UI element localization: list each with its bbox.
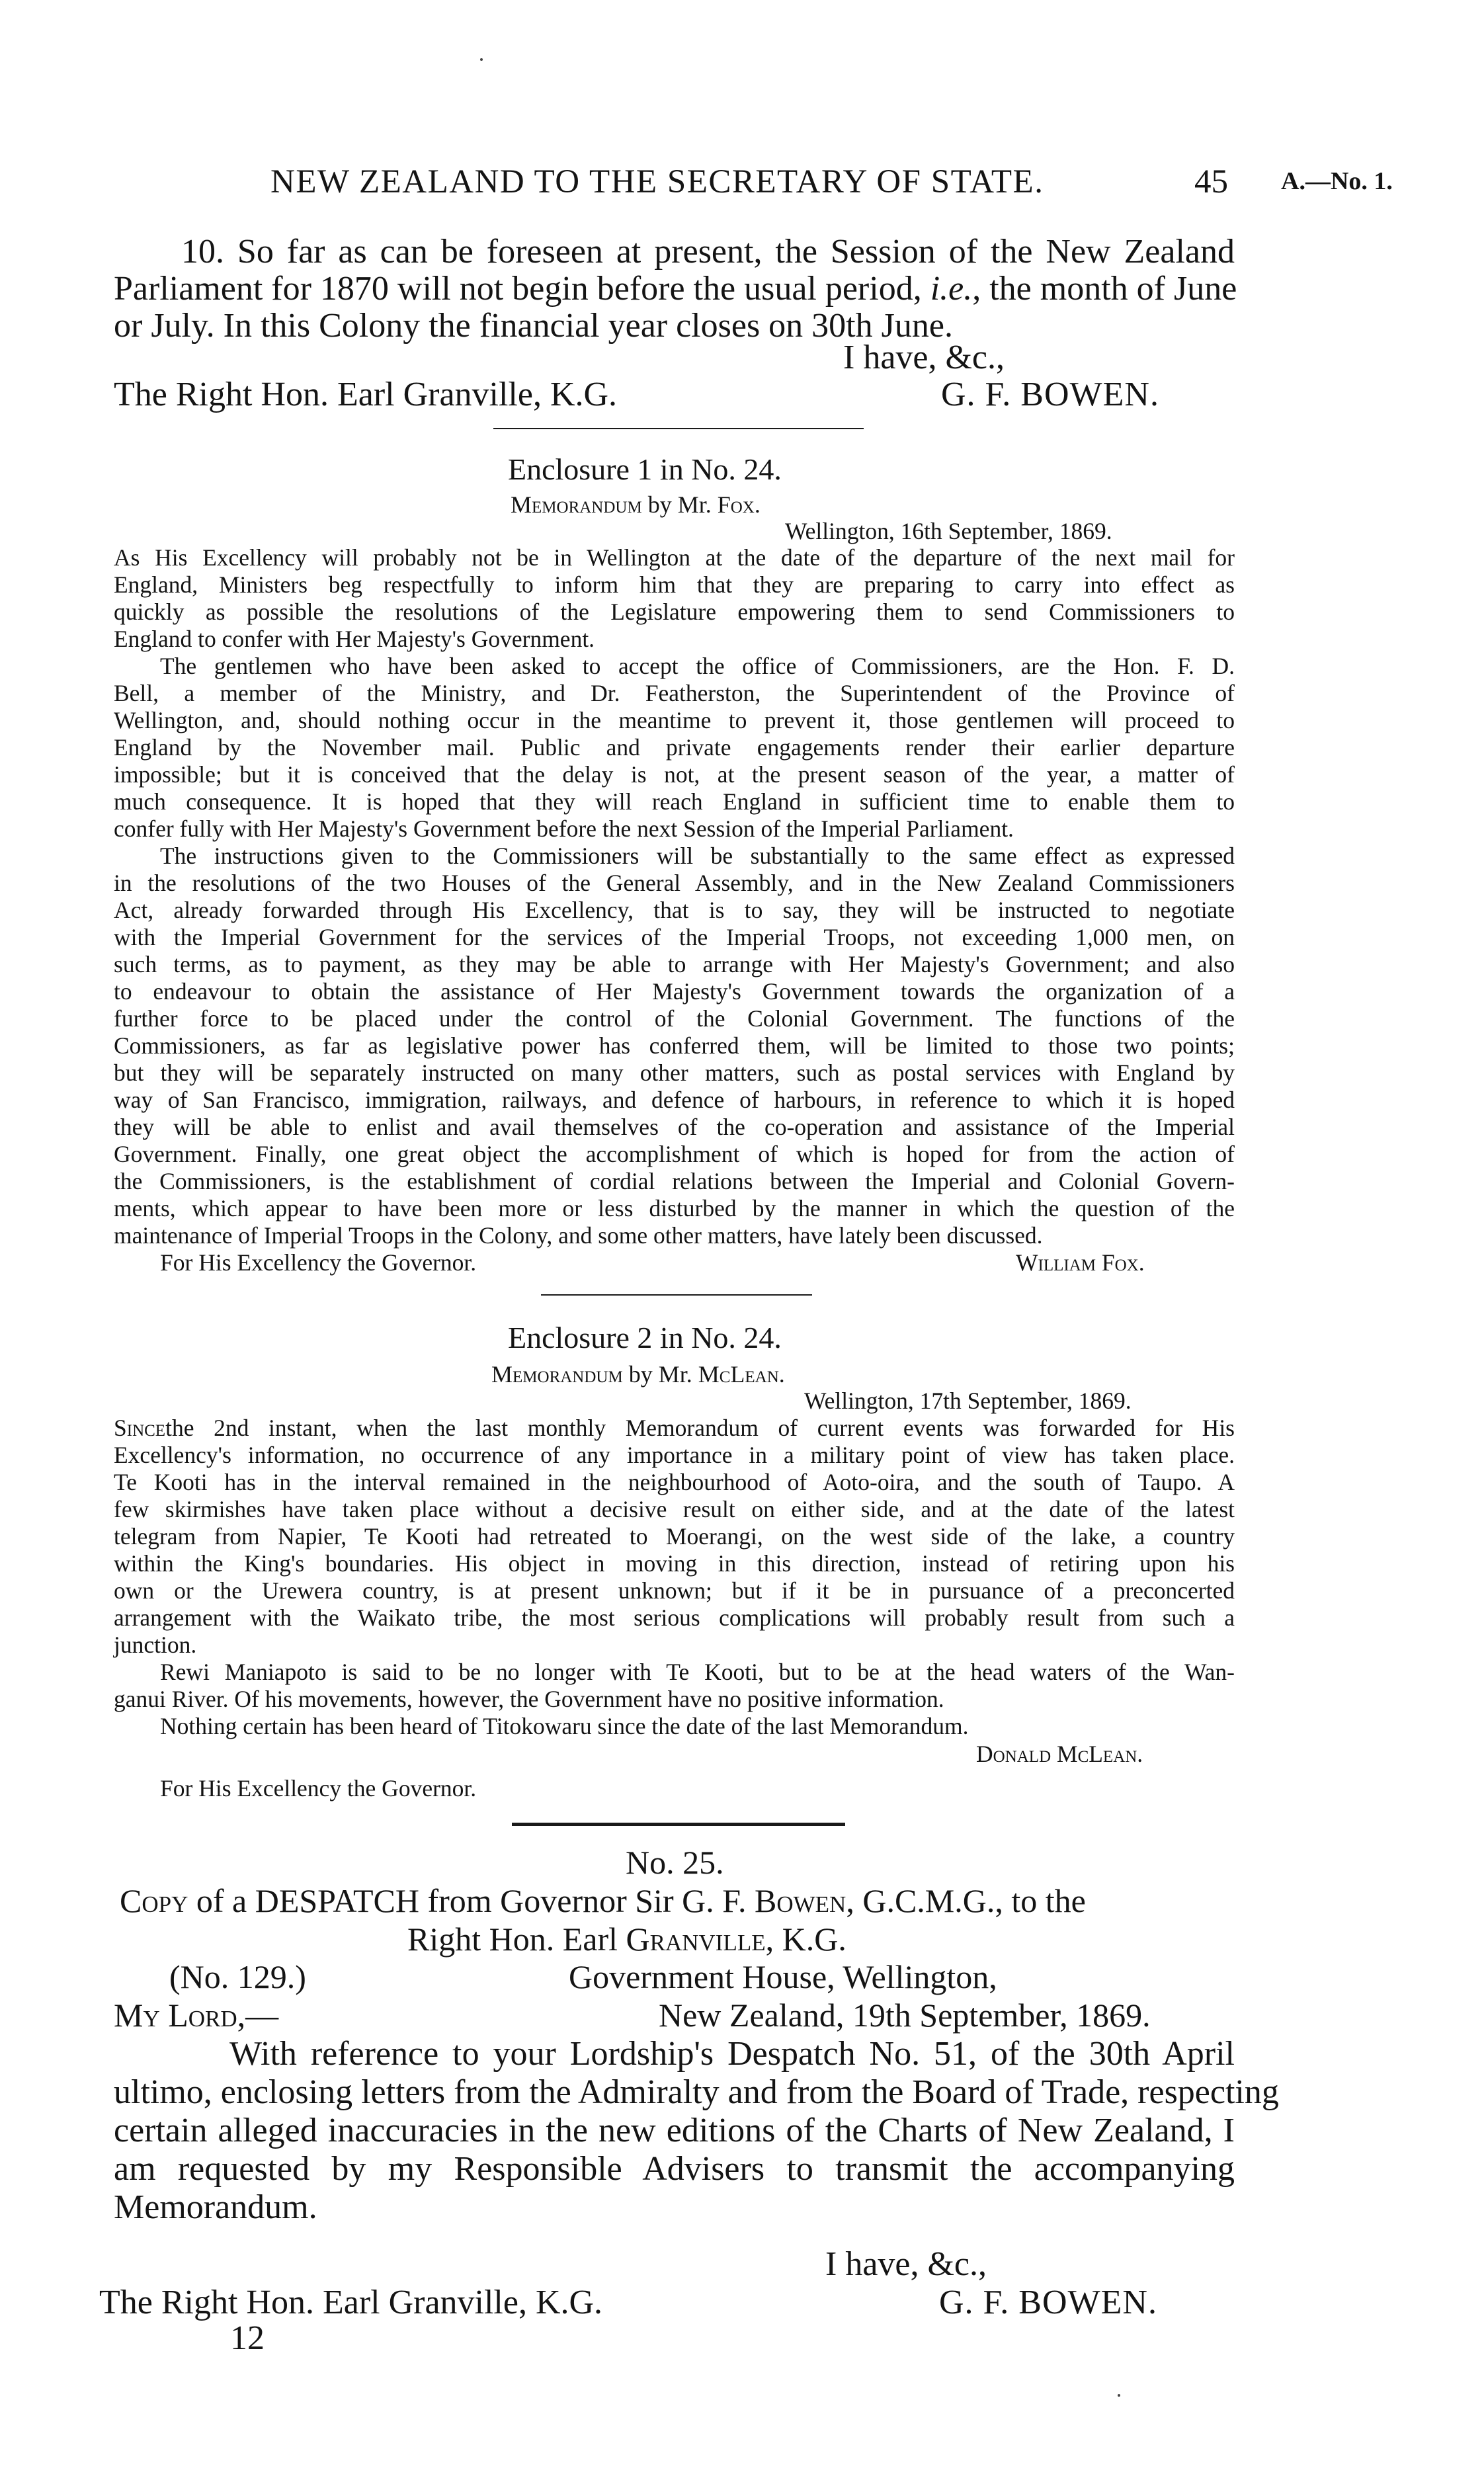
opening-word: Since [114, 1415, 166, 1441]
letter-paragraph-line: Parliament for 1870 will not begin before the usual period, i.e., the month of June [114, 270, 1237, 308]
memorandum-label: Memorandum [511, 491, 642, 518]
body-line: The instructions given to the Commissioners will be substantially to the same effect as expressed [160, 843, 1235, 869]
by-label: by Mr. [622, 1361, 698, 1387]
body-line: confer fully with Her Majesty's Government before the next Session of the Imperial Parliament. [114, 815, 1014, 842]
body-line: ultimo, enclosing letters from the Admiralty and from the Board of Trade, respecting [114, 2073, 1279, 2111]
author-name: Fox. [717, 491, 761, 518]
despatch-closing: I have, &c., [825, 2245, 987, 2283]
governor-name: Bowen [755, 1882, 846, 1919]
enclosure-2-for-line: For His Excellency the Governor. [160, 1775, 477, 1801]
paper-reference: A.—No. 1. [1281, 167, 1393, 195]
body-line: junction. [114, 1632, 197, 1658]
letter-signature: G. F. BOWEN. [941, 376, 1159, 413]
letter-paragraph-line: 10. So far as can be foreseen at present, the Session of the New Zealand [181, 233, 1235, 270]
body-line: Bell, a member of the Ministry, and Dr. Featherston, the Superintendent of the Province of [114, 680, 1235, 706]
enclosure-2-heading: Enclosure 2 in No. 24. [508, 1321, 782, 1354]
letter-addressee: The Right Hon. Earl Granville, K.G. [114, 376, 618, 413]
body-line: England, Ministers beg respectfully to inform him that they are preparing to carry into effect as [114, 571, 1235, 598]
letter-closing: I have, &c., [843, 339, 1005, 376]
enclosure-1-signature: William Fox. [1016, 1249, 1145, 1276]
title-text: of a DESPATCH from Governor Sir G. F. [188, 1882, 755, 1919]
body-line: much consequence. It is hoped that they will reach England in sufficient time to enable them to [114, 788, 1235, 815]
title-text: , G.C.M.G., to the [846, 1882, 1086, 1919]
despatch-title-line2 [407, 1921, 846, 1958]
body-line [114, 1415, 1235, 1442]
body-line: England by the November mail. Public and private engagements render their earlier departure [114, 734, 1235, 761]
scan-speck [480, 58, 483, 61]
body-line: arrangement with the Waikato tribe, the most serious complications will probably result from such a [114, 1604, 1235, 1631]
footer-number: 12 [230, 2319, 265, 2357]
enclosure-1-dateline: Wellington, 16th September, 1869. [785, 518, 1112, 544]
body-line: maintenance of Imperial Troops in the Colony, and some other matters, have lately been discussed. [114, 1222, 1043, 1249]
body-line: own or the Urewera country, is at present unknown; but if it be in pursuance of a preconcerted [114, 1577, 1235, 1604]
enclosure-2-subheading [491, 1360, 785, 1388]
body-line: to endeavour to obtain the assistance of Her Majesty's Government towards the organization of a [114, 978, 1235, 1005]
body-line: within the King's boundaries. His object in moving in this direction, instead of retiring upon his [114, 1550, 1235, 1577]
despatch-signature: G. F. BOWEN. [939, 2284, 1157, 2321]
body-line: they will be able to enlist and avail themselves of the co-operation and assistance of the Imperial [114, 1114, 1235, 1140]
body-line: the Commissioners, is the establishment of cordial relations between the Imperial and Colonial Govern- [114, 1168, 1235, 1194]
body-line: certain alleged inaccuracies in the new editions of the Charts of New Zealand, I [114, 2112, 1235, 2149]
body-line: The gentlemen who have been asked to accept the office of Commissioners, are the Hon. F. D. [160, 653, 1235, 679]
body-line: Commissioners, as far as legislative power has conferred them, will be limited to those two points; [114, 1032, 1235, 1059]
despatch-place-line2: New Zealand, 19th September, 1869. [659, 1997, 1151, 2034]
enclosure-1-subheading [511, 491, 761, 518]
title-text: Right Hon. Earl [407, 1921, 626, 1958]
despatch-salutation: My Lord,— [114, 1997, 279, 2034]
letter-paragraph-line: or July. In this Colony the financial year closes on 30th June. [114, 307, 953, 345]
memorandum-label: Memorandum [491, 1361, 623, 1387]
by-label: by Mr. [641, 491, 718, 518]
body-line: quickly as possible the resolutions of the Legislature empowering them to send Commissioners to [114, 599, 1235, 625]
body-line: way of San Francisco, immigration, railways, and defence of harbours, in reference to which it is hoped [114, 1087, 1235, 1113]
body-line: ganui River. Of his movements, however, the Government have no positive information. [114, 1686, 944, 1712]
title-text: , K.G. [765, 1921, 846, 1958]
body-line: but they will be separately instructed on many other matters, such as postal services with England by [114, 1059, 1235, 1086]
section-divider-heavy [512, 1823, 845, 1826]
body-line: ments, which appear to have been more or less disturbed by the manner in which the question of the [114, 1195, 1235, 1221]
body-line: with the Imperial Government for the services of the Imperial Troops, not exceeding 1,000 men, on [114, 924, 1235, 950]
body-line: Rewi Maniapoto is said to be no longer with Te Kooti, but to be at the head waters of the Wan- [160, 1659, 1235, 1685]
body-line: am requested by my Responsible Advisers to transmit the accompanying [114, 2150, 1235, 2188]
scan-speck [1118, 2394, 1120, 2397]
body-line: such terms, as to payment, as they may be able to arrange with Her Majesty's Government; and also [114, 951, 1235, 977]
despatch-reference: (No. 129.) [169, 1958, 306, 1995]
enclosure-1-heading: Enclosure 1 in No. 24. [508, 452, 782, 486]
body-line: England to confer with Her Majesty's Government. [114, 626, 595, 652]
section-divider [493, 428, 864, 429]
body-line-text: the 2nd instant, when the last monthly Memorandum of current events was forwarded for His [165, 1415, 1235, 1441]
body-line: As His Excellency will probably not be in Wellington at the date of the departure of the next mail for [114, 544, 1235, 571]
enclosure-2-dateline: Wellington, 17th September, 1869. [804, 1387, 1132, 1414]
page-number: 45 [1194, 163, 1228, 200]
body-line: in the resolutions of the two Houses of the General Assembly, and in the New Zealand Commissioners [114, 870, 1235, 896]
body-line: telegram from Napier, Te Kooti had retreated to Moerangi, on the west side of the lake, a country [114, 1523, 1235, 1550]
body-line: Memorandum. [114, 2188, 317, 2226]
addressee-name: Granville [626, 1921, 766, 1958]
section-divider [541, 1294, 812, 1296]
body-line: With reference to your Lordship's Despatch No. 51, of the 30th April [229, 2035, 1235, 2073]
despatch-place-line1: Government House, Wellington, [569, 1958, 997, 1995]
body-line: impossible; but it is conceived that the delay is not, at the present season of the year, a matter of [114, 761, 1235, 788]
body-line: Te Kooti has in the interval remained in the neighbourhood of Aoto-oira, and the south of Taupo. A [114, 1469, 1235, 1495]
body-line: Government. Finally, one great object the accomplishment of which is hoped for from the action of [114, 1141, 1235, 1167]
copy-label: Copy [120, 1882, 188, 1919]
running-header-title: NEW ZEALAND TO THE SECRETARY OF STATE. [270, 163, 1044, 200]
despatch-number: No. 25. [626, 1844, 724, 1881]
enclosure-2-signature: Donald McLean. [976, 1741, 1143, 1767]
despatch-addressee: The Right Hon. Earl Granville, K.G. [99, 2284, 603, 2321]
body-line: Nothing certain has been heard of Titokowaru since the date of the last Memorandum. [160, 1713, 969, 1739]
author-name: McLean. [698, 1361, 785, 1387]
body-line: Wellington, and, should nothing occur in the meantime to prevent it, those gentlemen will proceed to [114, 707, 1235, 733]
body-line: few skirmishes have taken place without a decisive result on either side, and at the date of the latest [114, 1496, 1235, 1522]
enclosure-1-for-line: For His Excellency the Governor. [160, 1249, 477, 1276]
body-line: further force to be placed under the control of the Colonial Government. The functions of the [114, 1005, 1235, 1032]
despatch-title-line1 [120, 1882, 1086, 1919]
body-line: Excellency's information, no occurrence of any importance in a military point of view has taken place. [114, 1442, 1235, 1468]
body-line: Act, already forwarded through His Excellency, that is to say, they will be instructed to negotiate [114, 897, 1235, 923]
